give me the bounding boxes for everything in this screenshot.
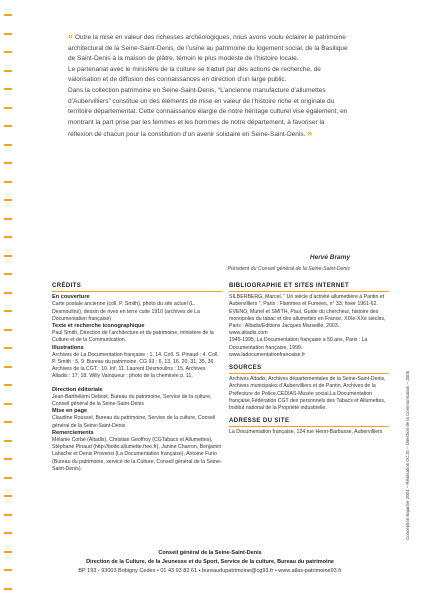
address-text: La Documentation française, 124 rue Henri-Barbusse, Aubervilliers — [229, 429, 383, 436]
margin-dash — [4, 347, 12, 349]
editorial-text: Jean-Barthélémi Debost, Bureau du patrimoine, Service de la culture, Conseil général de la Seine-Saint-Denis — [52, 393, 212, 408]
bibliography-link-altadis[interactable]: www.altadis.com — [229, 330, 268, 337]
quote-paragraph-1: Outre la mise en valeur des richesses archéologiques, nous avons voulu éclairer le patrimoine architectural de la Seine-Saint-Denis, de l’usine au patrimoine du logement social, de la Basilique de Saint-Denis à la maison de plâtre, témoin le plus modeste de l’histoire locale. — [68, 34, 348, 63]
margin-dash — [4, 107, 12, 109]
margin-dash — [4, 551, 12, 553]
margin-dash — [4, 273, 12, 275]
illustrations-title: Illustrations — [52, 344, 84, 351]
margin-dash — [4, 514, 12, 516]
margin-dash — [4, 70, 12, 72]
margin-dash — [4, 569, 12, 571]
bibliography-entry-2: EVENO, Muriel et SMITH, Paul, Guide du chercheur, histoire des monopoles du tabac et des allumettes en France, XIXe-XXe siècles, Paris : Altadis/Editions Jacques Marseille, 2003. — [229, 308, 386, 330]
margin-dash — [4, 477, 12, 479]
bibliography-divider — [229, 291, 389, 292]
bibliography-link-docfr[interactable]: www.ladocumentationfrancaise.fr — [229, 351, 306, 358]
text-research-title: Texte et recherche iconographique — [52, 323, 145, 330]
footer-department: Direction de la Culture, de la Jeunesse et du Sport, Service de la culture, Bureau du patrimoine — [86, 559, 334, 565]
quote-paragraph-3: Dans la collection patrimoine en Seine-Saint-Denis, “L’ancienne manufacture d’allumettes d’Aubervilliers” constitue un des éléments de mise en valeur de l’histoire riche et originale du territoire départemental. Cette connaissance élargie de notre héritage culturel vise également, en montrant la part prise par les femmes et les hommes de notre département, à favoriser la réflexion de chacun pour la constitution d’un avenir solidaire en Seine-Saint-Denis. — [68, 86, 348, 139]
signature-role: Président du Conseil général de la Seine-Saint-Denis — [227, 266, 350, 272]
margin-dash — [4, 51, 12, 53]
margin-dash — [4, 421, 12, 423]
margin-dash — [4, 14, 12, 16]
thanks-text: Mélanie Corbé (Altadis), Christian Geoffroy (CGTabacs et Allumettes), Stéphane Pinaud (http://boite.allumette.free.fr), Janine Charron, Benjamin Lahache et Denis Provensi (La Documentation française), Antoine Furio (Bureau du patrimoine, service de la Culture, Conseil général de la Seine-Saint-Denis). — [52, 437, 222, 472]
margin-dash — [4, 144, 12, 146]
bibliography-entry-1: SILBERBERG, Marcel, “ Un siècle d’activité allumettière à Pantin et Aubervilliers ”, Paris : Flammes et Fumées, n° 33, hiver 1961-62. — [229, 294, 385, 308]
signature-name: Hervé Bramy — [309, 254, 350, 261]
footer-org: Conseil général de la Seine-Saint-Denis — [158, 550, 262, 556]
credits-heading: CRÉDITS — [52, 283, 82, 289]
address-divider — [229, 426, 389, 427]
margin-dash — [4, 310, 12, 312]
sources-heading: SOURCES — [229, 365, 262, 372]
sources-text: Archives Altadis, Archives départementales de la Seine-Saint-Denis, Archives municipales d’Aubervilliers et de Pantin, Archives de la Préfecture de Police,CEDIAS-Musée social,La Documentation française,Fédération CGT des personnels des Tabacs et Allumettes, Institut national de la Propriété industrielle. — [229, 376, 386, 412]
presidential-quote — [68, 31, 350, 141]
margin-dash — [4, 403, 12, 405]
margin-dash — [4, 532, 12, 534]
cover-text: Carte postale ancienne (coll. P. Smith), photo du site actuel (L. Desmoulins), dessin de rives en terre cuite 1910 (archives de La Documentation française) — [52, 301, 200, 322]
margin-dash — [4, 588, 12, 590]
margin-dash — [4, 366, 12, 368]
margin-dash — [4, 329, 12, 331]
footer — [20, 549, 400, 576]
cover-title: En couverture — [52, 294, 90, 301]
credits-divider — [52, 291, 222, 292]
close-quote-mark: » — [307, 128, 313, 139]
margin-dash — [4, 33, 12, 35]
margin-dash — [4, 292, 12, 294]
margin-dash — [4, 236, 12, 238]
editorial-title: Direction éditoriale — [52, 386, 103, 393]
margin-dash — [4, 88, 12, 90]
credits-column — [52, 283, 222, 473]
illustrations-text: Archives de La Documentation française : 1, 14. Coll. S. Pinaud : 4. Coll. P. Smith : 5, 9. Bureau du patrimoine, CG 93 : 6, 13, 16, 20, 31, 35, 36. Archives de la CGT : 10. Inf. 11. Laurent Desmoulins : 15. Archives Altadis : 17, 18. Willy Vainqueur : photo de la cheminée p. 11. — [52, 351, 219, 380]
address-heading: ADRESSE DU SITE — [229, 418, 290, 425]
margin-dash — [4, 181, 12, 183]
vertical-credit-note: Conception Bajarine 2004 – Réalisation DCJS – Direction de la Communication – 2006 — [405, 370, 410, 540]
layout-text: Claudine Roussel, Bureau du patrimoine, Service de la culture, Conseil général de la Seine-Saint-Denis — [52, 415, 216, 429]
bibliography-heading: BIBLIOGRAPHIE ET SITES INTERNET — [229, 283, 350, 289]
margin-dash-rule — [0, 0, 14, 599]
thanks-title: Remerciements — [52, 429, 94, 436]
quote-paragraph-2: Le partenariat avec le ministère de la culture se traduit par des actions de recherche, de valorisation et de diffusion des connaissances en direction d’un large public. — [68, 65, 321, 84]
layout-title: Mise en page — [52, 408, 88, 415]
margin-dash — [4, 458, 12, 460]
margin-dash — [4, 255, 12, 257]
margin-dash — [4, 199, 12, 201]
bibliography-column — [229, 283, 389, 437]
margin-dash — [4, 495, 12, 497]
margin-dash — [4, 218, 12, 220]
bibliography-entry-3: 1945-1995, La Documentation française a 50 ans, Paris : La Documentation française, 1999. — [229, 337, 368, 351]
footer-contact: BP 193 - 93003 Bobigny Cedex • 01 43 93 82 61 • bureaudupatrimoine@cg93.fr • www.atlas-patrimoine93.fr — [78, 568, 342, 574]
sources-divider — [229, 373, 389, 374]
margin-dash — [4, 440, 12, 442]
margin-dash — [4, 162, 12, 164]
text-research-text: Paul Smith, Direction de l’architecture et du patrimoine, ministère de la Culture et de la Communication. — [52, 330, 214, 344]
margin-dash — [4, 125, 12, 127]
margin-dash — [4, 384, 12, 386]
open-quote-mark: « — [68, 31, 74, 41]
